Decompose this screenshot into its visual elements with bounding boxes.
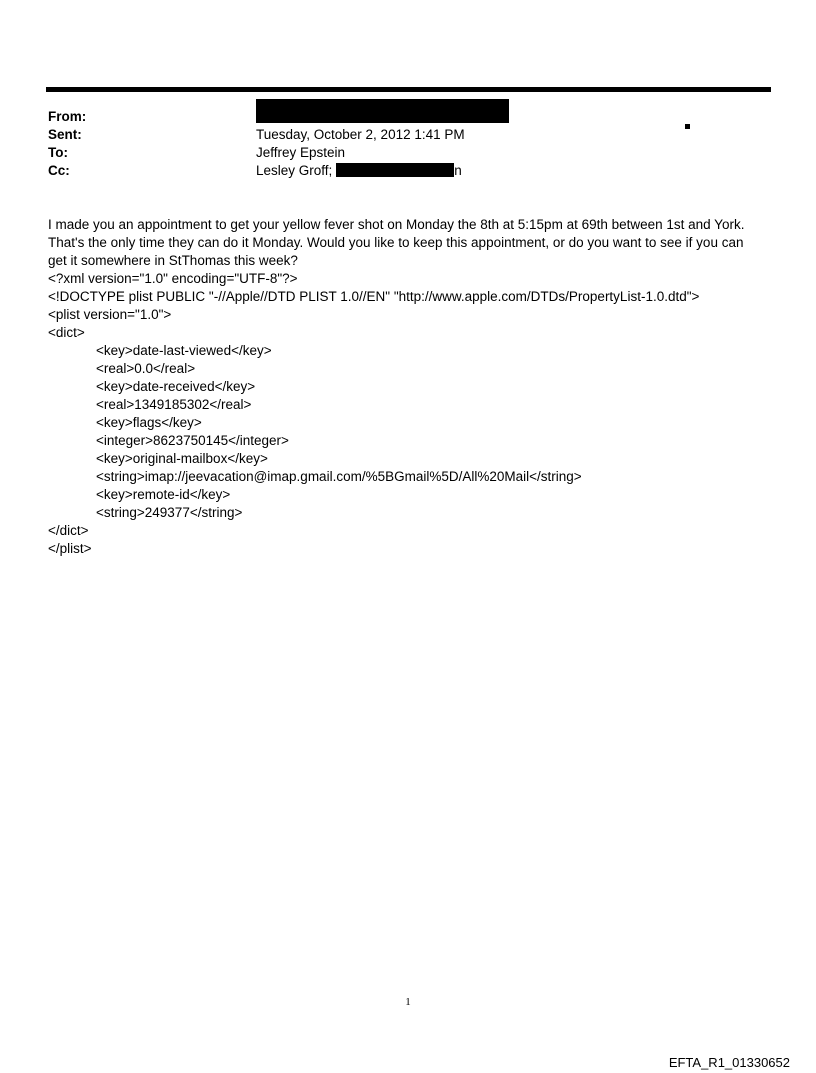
code-line: <key>original-mailbox</key> (96, 451, 268, 466)
redaction-block (336, 163, 454, 177)
stray-mark (685, 124, 690, 129)
header-divider (46, 87, 771, 92)
cc-trailing-fragment: n (454, 163, 462, 178)
to-row (48, 144, 748, 162)
code-line: <plist version="1.0"> (48, 307, 172, 322)
sent-row (48, 126, 748, 144)
code-line: <string>imap://jeevacation@imap.gmail.com/%5BGmail%5D/All%20Mail</string> (96, 469, 582, 484)
code-line: <integer>8623750145</integer> (96, 433, 289, 448)
to-label: To: (48, 145, 68, 160)
email-header (48, 108, 748, 180)
code-line: <key>flags</key> (96, 415, 202, 430)
redaction-block (256, 99, 509, 123)
code-line: <?xml version="1.0" encoding="UTF-8"?> (48, 271, 298, 286)
document-id: EFTA_R1_01330652 (668, 1055, 790, 1070)
code-line: <real>0.0</real> (96, 361, 196, 376)
message-paragraph: I made you an appointment to get your yellow fever shot on Monday the 8th at 5:15pm at 69th between 1st and York. That's the only time they can do it Monday. Would you like to keep this appointment, or do you want to see if you can get it somewhere in StThomas this week? (48, 217, 745, 268)
sent-value: Tuesday, October 2, 2012 1:41 PM (256, 127, 465, 142)
code-line: </dict> (48, 523, 89, 538)
to-value: Jeffrey Epstein (256, 145, 346, 160)
code-line: <string>249377</string> (96, 505, 243, 520)
code-line: <dict> (48, 325, 85, 340)
from-row (48, 108, 748, 126)
page-number: 1 (405, 996, 411, 1008)
cc-label: Cc: (48, 163, 70, 178)
sent-label: Sent: (48, 127, 82, 142)
plist-code-block (48, 270, 763, 558)
code-line: <real>1349185302</real> (96, 397, 252, 412)
code-line: <key>remote-id</key> (96, 487, 231, 502)
code-line: <!DOCTYPE plist PUBLIC "-//Apple//DTD PLIST 1.0//EN" "http://www.apple.com/DTDs/PropertyList-1.0.dtd"> (48, 289, 700, 304)
cc-visible-name: Lesley Groff; (256, 163, 333, 178)
code-line: </plist> (48, 541, 92, 556)
cc-row (48, 162, 748, 180)
from-label: From: (48, 109, 87, 124)
email-body (48, 216, 763, 558)
cc-value (256, 162, 462, 180)
code-line: <key>date-received</key> (96, 379, 256, 394)
code-line: <key>date-last-viewed</key> (96, 343, 272, 358)
